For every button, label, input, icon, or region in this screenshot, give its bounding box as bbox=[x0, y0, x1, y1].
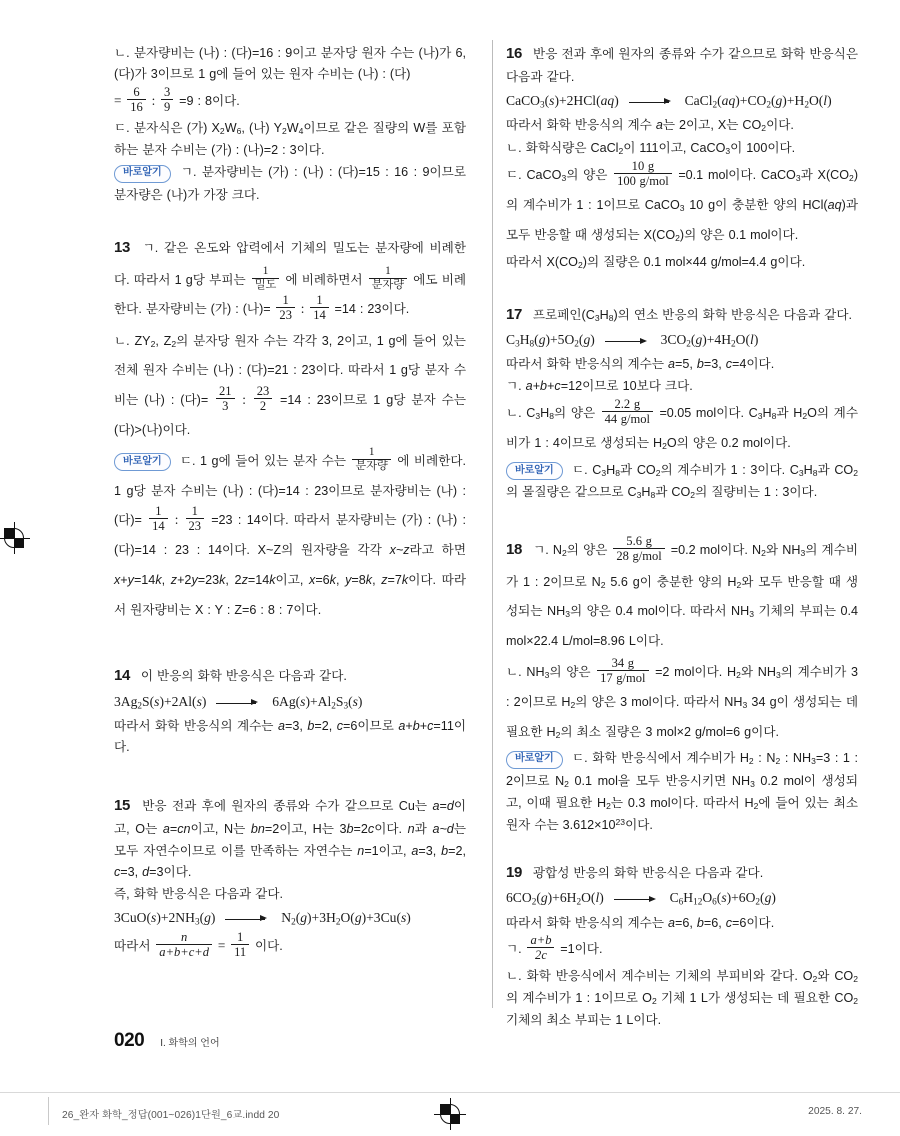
solution-block-15 bbox=[114, 794, 466, 961]
q16-line-a: 따라서 화학 반응식의 계수 a는 2이고, X는 $CO_2$이다. bbox=[506, 117, 794, 134]
chemical-equation-19 bbox=[506, 887, 858, 909]
q19-line-b: ㄴ. 화학 반응식에서 계수비는 기체의 부피비와 같다. $O_2$와 $CO_2$의 계수비가 1 : 1이므로 $O_2$ 기체 1 L가 생성되는 데 필요한 $CO_2$ 기체의 최소 부피는 1 L이다. bbox=[506, 969, 859, 1028]
q14-intro: 이 반응의 화학 반응식은 다음과 같다. bbox=[140, 669, 347, 684]
baroalgi-badge: 바로알기 bbox=[114, 453, 171, 471]
fraction-1-14: $\frac{1}{14}$ bbox=[310, 294, 329, 322]
q17-line-coef: 따라서 화학 반응식의 계수는 a=5, b=3, c=4이다. bbox=[506, 357, 775, 372]
equation-reactants: $6CO_2(g)+6H_2O(l)$ bbox=[506, 890, 604, 907]
chemical-equation-16 bbox=[506, 90, 858, 112]
solution-line bbox=[506, 657, 858, 747]
question-number-14: 14 bbox=[114, 667, 131, 685]
q18-line-c: ㄷ. 화학 반응식에서 계수비가 $H_2$ : $N_2$ : $NH_3=3$ : 1 : 2이므로 $N_2$ 0.1 mol을 모두 반응시키면 $NH_3$ 0.2 mol이 생성되고, 이때 필요한 $H_2$는 0.3 mol이다. 따라서 $H_2$에 들어 있는 최소 원자 수는 $3.612\times 10^{23}$이다. bbox=[506, 751, 859, 832]
solution-line bbox=[114, 117, 466, 160]
q16-intro: 반응 전과 후에 원자의 종류와 수가 같으므로 화학 반응식은 다음과 같다. bbox=[506, 47, 859, 85]
q16-line-c-mid: =0.1 mol이다. CaCO$_3$과 $X(CO_2)$의 계수비가 1 : 1이므로 CaCO$_3$ 10 g이 충분한 양의 HCl(aq)과 모두 반응할 때 생성되는 $X(CO_2)$의 양은 0.1 mol이다. bbox=[506, 167, 859, 243]
solution-line-wrong-note: 바로알기 ㄷ. 1 g에 들어 있는 분자 수는 $\frac{1}{\text{분자량}}$ 에 비례한다. 1 g당 분자 수비는 (나) : (다)=14 : 23이므로 분자량비는 (나) : (다)= $\frac{1}{14}$ : $\frac{1}{23}$ =23 : 14이다. 따라서 분자량비는 (가) : (나) : (다)=14 : 23 : 14이다. X~Z의 원자량을 각각 x~z라고 하면 x+y=14k, z+2y=23k, 2z=14k이고, x=6k, y=8k, z=7k이다. 따라서 원자량비는 X : Y : Z=6 : 8 : 7이다. bbox=[114, 446, 467, 617]
equation-products: $N_2(g)+3H_2O(g)+3Cu(s)$ bbox=[281, 909, 411, 926]
fraction-23-2: $\frac{23}{2}$ bbox=[254, 385, 273, 413]
fraction-6-16: $\frac{6}{16}$ bbox=[127, 86, 146, 114]
solution-block-17 bbox=[506, 303, 858, 503]
registration-mark-left bbox=[4, 528, 26, 550]
unit-title: I. 화학의 언어 bbox=[160, 1038, 220, 1049]
q18-line-b-end: =2 mol이다. $H_2$와 $NH_3$의 계수비가 3 : 2이므로 $H_2$의 양은 3 mol이다. 따라서 $NH_3$ 34 g이 생성되는 데 필요한 $H_2$의 최소 질량은 3 mol×2 g/mol=6 g이다. bbox=[506, 664, 859, 740]
q16-line-c-end: 따라서 $X(CO_2)$의 질량은 0.1 mol×44 g/mol=4.4 g이다. bbox=[506, 254, 806, 270]
fraction-ab-over-2c: $\frac{a+b}{2c}$ bbox=[527, 934, 554, 962]
q18-line-a-prefix: ㄱ. $N_2$의 양은 bbox=[533, 542, 608, 559]
equation-reactants: CaCO$_3$(s)+2HCl(aq) bbox=[506, 92, 619, 109]
solution-line: ㄴ. $ZY_2$, $Z_2$의 분자당 원자 수는 각각 3, 2이고, 1 g에 들어 있는 전체 원자 수비는 (나) : (다)=21 : 23이다. 따라서 1 g당 분자 수비는 (나) : (다)= $\frac{21}{3}$ : $\frac{23}{2}$ =14 : 23이므로 1 g당 분자 수는 (다)>(나)이다. bbox=[114, 333, 467, 438]
solution-line bbox=[506, 533, 858, 656]
chemical-equation-15 bbox=[114, 907, 466, 929]
solution-line bbox=[506, 965, 858, 1030]
solution-line-fraction bbox=[506, 934, 858, 964]
question-number-15: 15 bbox=[114, 796, 131, 814]
fraction-21-3: $\frac{21}{3}$ bbox=[216, 385, 235, 413]
reaction-arrow-icon bbox=[614, 892, 660, 906]
q12-wrong-note: ㄱ. 분자량비는 (가) : (나) : (다)=15 : 16 : 9이므로 분자량은 (나)가 가장 크다. bbox=[114, 165, 466, 202]
solution-block-16 bbox=[506, 42, 858, 273]
fraction-34g-over-17gmol: $\frac{34 g}{\text{17 g/mol}}$ bbox=[597, 657, 648, 685]
solution-line-wrong-note bbox=[506, 747, 858, 835]
q13-line-c-part1: ㄷ. 1 g에 들어 있는 분자 수는 bbox=[179, 453, 347, 468]
solution-block-19 bbox=[506, 861, 858, 1031]
folio-number: 020 bbox=[114, 1030, 145, 1051]
equation-products: $6Ag(s)+Al_2S_3(s)$ bbox=[272, 693, 363, 711]
imprint-divider bbox=[48, 1097, 49, 1125]
solution-block-18 bbox=[506, 533, 858, 835]
baroalgi-badge: 바로알기 bbox=[114, 165, 171, 183]
solution-line-fraction: 따라서 $\frac{n}{a+b+c+d}$ = $\frac{1}{11}$ 이다. bbox=[114, 929, 283, 959]
equation-reactants: $C_3H_8(g)+5O_2(g)$ bbox=[506, 331, 595, 349]
fraction-n-over-abcd: $\frac{n}{a+b+c+d}$ bbox=[156, 931, 212, 959]
question-number-19: 19 bbox=[506, 864, 523, 882]
solution-line bbox=[506, 42, 858, 88]
solution-block-14 bbox=[114, 664, 466, 757]
solution-line bbox=[114, 883, 466, 904]
page-footer bbox=[114, 1030, 220, 1052]
q17-intro: 프로페인$(C_3H_8)$의 연소 반응의 화학 반응식은 다음과 같다. bbox=[532, 307, 852, 323]
q16-line-b: ㄴ. 화학식량은 CaCl$_2$이 111이고, CaCO$_3$이 100이다. bbox=[506, 140, 796, 157]
reaction-arrow-icon bbox=[605, 334, 651, 348]
q18-line-a-end: =0.2 mol이다. $N_2$와 $NH_3$의 계수비가 1 : 2이므로 $N_2$ 5.6 g이 충분한 양의 $H_2$와 모두 반응할 때 생성되는 $NH_3$의 양은 0.4 mol이다. 따라서 $NH_3$ 기체의 부피는 0.4 mol×22.4 L/mol=8.96 L이다. bbox=[506, 542, 859, 649]
q19-line-a-prefix: ㄱ. bbox=[506, 942, 522, 957]
fraction-1-23: $\frac{1}{23}$ bbox=[276, 294, 295, 322]
question-number-18: 18 bbox=[506, 540, 523, 558]
left-column bbox=[114, 42, 466, 962]
q13-line-a-part1: ㄱ. 같은 온도와 압력에서 기체의 밀도는 분자량에 비례한다. 따라서 1 g당 부피는 bbox=[114, 240, 466, 287]
solution-line bbox=[114, 42, 466, 85]
fraction-3-9: $\frac{3}{9}$ bbox=[161, 86, 173, 114]
q13-line-a-part2: 에 비례하면서 bbox=[285, 272, 363, 287]
solution-line-wrong-note bbox=[114, 161, 466, 205]
equation-products: $3CO_2(g)+4H_2O(l)$ bbox=[660, 331, 759, 349]
solution-line bbox=[506, 303, 858, 327]
q18-line-b-prefix: ㄴ. $NH_3$의 양은 bbox=[506, 664, 591, 680]
q17-line-c: ㄷ. $C_3H_8$과 $CO_2$의 계수비가 1 : 3이다. $C_3H_8$과 $CO_2$의 몰질량은 같으므로 $C_3H_8$과 $CO_2$의 질량비는 1 : 3이다. bbox=[506, 462, 858, 501]
solution-line bbox=[506, 398, 858, 458]
solution-line bbox=[114, 794, 466, 882]
fraction-56g-over-28gmol: $\frac{5.6 g}{\text{28 g/mol}}$ bbox=[613, 535, 664, 563]
solution-line bbox=[506, 861, 858, 885]
fraction-one-over-density: $\frac{1}{\text{밀도}}$ bbox=[252, 266, 280, 292]
solution-line bbox=[506, 114, 858, 136]
fraction-1-11: $\frac{1}{11}$ bbox=[231, 931, 249, 959]
chemical-equation-14 bbox=[114, 691, 466, 713]
fraction-1-23-b: $\frac{1}{23}$ bbox=[186, 505, 205, 533]
q16-line-c-prefix: ㄷ. CaCO$_3$의 양은 bbox=[506, 167, 608, 184]
baroalgi-badge: 바로알기 bbox=[506, 462, 563, 480]
solution-line bbox=[506, 353, 858, 374]
q15-text2: 즉, 화학 반응식은 다음과 같다. bbox=[114, 887, 283, 902]
q12-atom-ratio-result: =9 : 8이다. bbox=[179, 93, 240, 108]
q14-conclusion: 따라서 화학 반응식의 계수는 a=3, b=2, c=6이므로 a+b+c=11이다. bbox=[114, 719, 467, 755]
q15-conclusion-suffix: 이다. bbox=[254, 938, 283, 953]
solution-line bbox=[506, 912, 858, 933]
solution-line bbox=[506, 375, 858, 396]
fraction-22g-over-44gmol: $\frac{2.2 g}{\text{44 g/mol}}$ bbox=[602, 398, 653, 426]
q15-conclusion-prefix: 따라서 bbox=[114, 938, 151, 953]
question-number-16: 16 bbox=[506, 45, 523, 62]
equation-reactants: $3Ag_2S(s)+2Al(s)$ bbox=[114, 693, 207, 711]
solution-line bbox=[506, 160, 858, 250]
fraction-one-over-mw-2: $\frac{1}{\text{분자량}}$ bbox=[352, 447, 391, 473]
chemical-equation-17 bbox=[506, 329, 858, 351]
q13-result-1: =14 : 23이다. bbox=[334, 302, 410, 317]
equation-reactants: $3CuO(s)+2NH_3(g)$ bbox=[114, 909, 216, 926]
q13-line-a-part3: 에도 비례한다. 분자량비는 (가) : (나)= bbox=[114, 272, 467, 317]
print-imprint-bar bbox=[0, 1092, 900, 1136]
q12-line-b: ㄴ. 분자량비는 (나) : (다)=16 : 9이고 분자당 원자 수는 (나)가 6, (다)가 3이므로 1 g에 들어 있는 원자 수비는 (나) : (다) bbox=[114, 46, 466, 82]
equation-products: $C_6H_{12}O_6(s)+6O_2(g)$ bbox=[669, 890, 776, 907]
solution-line bbox=[114, 664, 466, 688]
question-number-13: 13 bbox=[114, 238, 131, 256]
q13-line-c-part2: 에 비례한다. 1 g당 분자 수비는 (나) : (다)=14 : 23이므로 분자량비는 (나) : (다)= bbox=[114, 453, 467, 528]
baroalgi-badge: 바로알기 bbox=[506, 751, 563, 769]
reaction-arrow-icon bbox=[216, 696, 262, 710]
q13-result-3: =23 : 14이다. 따라서 분자량비는 (가) : (나) : (다)=14 : 23 : 14이다. X~Z의 원자량을 각각 x~z라고 하면 x+y=14k, z+2y=23k, 2z=14k이고, x=6k, y=8k, z=7k이다. 따라서 원자량비는 X : Y : Z=6 : 8 : 7이다. bbox=[114, 513, 467, 617]
solution-line bbox=[506, 137, 858, 159]
q13-result-2: =14 : 23이므로 1 g당 분자 수는 (다)>(나)이다. bbox=[114, 392, 467, 438]
solution-line bbox=[114, 715, 466, 758]
solution-line-wrong-note bbox=[506, 459, 858, 503]
solution-block-12-continued bbox=[114, 42, 466, 205]
solution-line-fraction: = $\frac{6}{16}$ : $\frac{3}{9}$ =9 : 8이다. bbox=[114, 84, 240, 114]
q17-line-b-prefix: ㄴ. $C_3H_8$의 양은 bbox=[506, 405, 596, 422]
q17-line-a: ㄱ. a+b+c=12이므로 10보다 크다. bbox=[506, 379, 693, 394]
right-column bbox=[492, 42, 858, 1032]
fraction-1-14-b: $\frac{1}{14}$ bbox=[149, 505, 168, 533]
q19-line-coef: 따라서 화학 반응식의 계수는 a=6, b=6, c=6이다. bbox=[506, 915, 775, 930]
q19-line-a-end: =1이다. bbox=[560, 942, 603, 957]
imprint-date: 2025. 8. 27. bbox=[808, 1106, 862, 1117]
fraction-10g-over-100gmol: $\frac{10 g}{\text{100 g/mol}}$ bbox=[614, 160, 672, 188]
reaction-arrow-icon bbox=[225, 912, 271, 926]
solution-block-13 bbox=[114, 231, 466, 625]
fraction-one-over-mw-1: $\frac{1}{\text{분자량}}$ bbox=[369, 266, 408, 292]
reaction-arrow-icon bbox=[629, 95, 675, 109]
q12-line-c: ㄷ. 분자식은 (가) $X_2W_6$, (나) $Y_2W_4$이므로 같은 질량의 W를 포함하는 분자 수비는 (가) : (나)=2 : 3이다. bbox=[114, 120, 466, 157]
equation-products: $CaCl_2(aq)+CO_2(g)+H_2O(l)$ bbox=[684, 92, 832, 109]
question-number-17: 17 bbox=[506, 305, 523, 323]
q15-text1: 반응 전과 후에 원자의 종류와 수가 같으므로 Cu는 a=d이고, O는 a=cn이고, N는 bn=2이고, H는 3b=2c이다. n과 a~d는 모두 자연수이므로 이를 만족하는 자연수는 n=1이고, a=3, b=2, c=3, d=3이다. bbox=[114, 798, 466, 879]
solution-line bbox=[506, 251, 858, 273]
q17-line-b-end: =0.05 mol이다. $C_3H_8$과 $H_2O$의 계수비가 1 : 4이므로 생성되는 $H_2O$의 양은 0.2 mol이다. bbox=[506, 405, 858, 452]
q13-line-b-part1: ㄴ. $ZY_2$, $Z_2$의 분자당 원자 수는 각각 3, 2이고, 1 g에 들어 있는 전체 원자 수비는 (나) : (다)=21 : 23이다. 따라서 1 g당 분자 수비는 (나) : (다)= bbox=[114, 333, 466, 407]
imprint-filename: 26_완자 화학_정답(001~026)1단원_6교.indd 20 bbox=[62, 1110, 280, 1121]
q19-intro: 광합성 반응의 화학 반응식은 다음과 같다. bbox=[532, 866, 764, 881]
solution-line: 13 ㄱ. 같은 온도와 압력에서 기체의 밀도는 분자량에 비례한다. 따라서 1 g당 부피는 $\frac{1}{\text{밀도}}$ 에 비례하면서 $\frac{1}{\text{분자량}}$ 에도 비례한다. 분자량비는 (가) : (나)= $\frac{1}{23}$ : $\frac{1}{14}$ =14 : 23이다. bbox=[114, 238, 467, 323]
